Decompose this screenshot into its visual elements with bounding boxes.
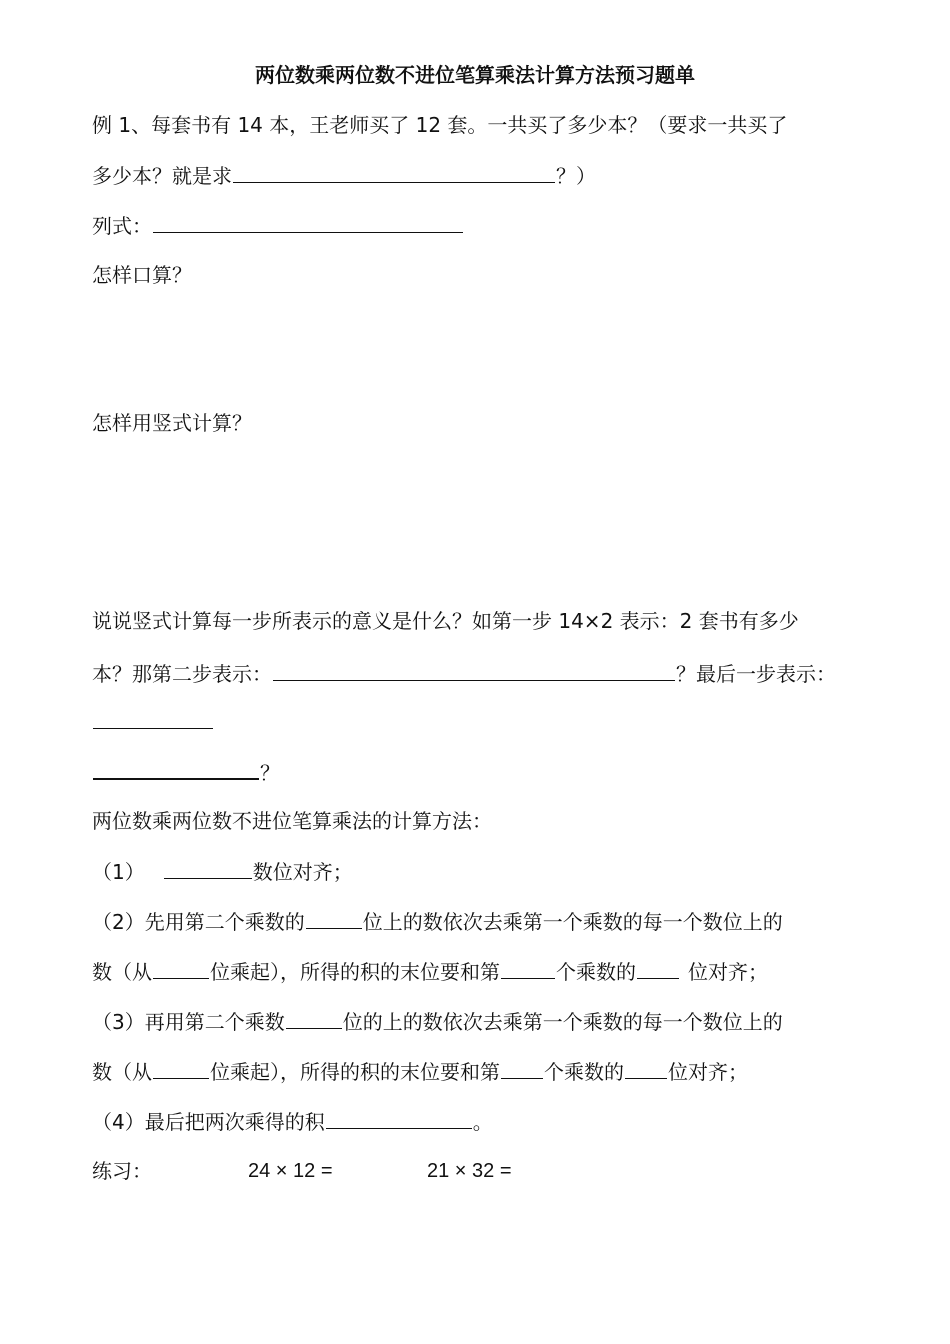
answer-blank-s2-b[interactable] (153, 956, 209, 979)
method-step-1 (92, 856, 870, 887)
step-2-text-b: 位上的数依次去乘第一个乘数的每一个数位上的 (362, 910, 783, 934)
answer-blank-final-a[interactable] (93, 706, 213, 729)
step-2c-text-c: 个乘数的 (556, 960, 636, 984)
step-3c-text-c: 个乘数的 (544, 1060, 624, 1084)
oral-question: 怎样口算？ (92, 263, 192, 287)
answer-blank-s2-d[interactable] (637, 956, 679, 979)
step-3c-text-a: 数（从 (92, 1060, 152, 1084)
formula-label: 列式： (92, 214, 152, 238)
example-text-2: 多少本？就是求 (92, 164, 232, 188)
vertical-question: 怎样用竖式计算？ (92, 411, 252, 435)
answer-blank-s1[interactable] (164, 856, 252, 879)
method-step-4 (92, 1106, 870, 1137)
page-title: 两位数乘两位数不进位笔算乘法计算方法预习题单 (255, 63, 695, 87)
step-3c-text-d: 位对齐； (668, 1060, 748, 1084)
answer-blank-s3-c[interactable] (501, 1056, 543, 1079)
example-text-2-end: ？） (556, 164, 596, 188)
answer-blank-formula[interactable] (153, 210, 463, 233)
meaning-line-4 (92, 756, 870, 788)
practice-label: 练习： (92, 1159, 152, 1183)
answer-blank-s3-a[interactable] (286, 1006, 342, 1029)
step-2c-text-b: 位乘起），所得的积的末位要和第 (210, 960, 500, 984)
answer-blank-s2-c[interactable] (501, 956, 555, 979)
practice-item-1: 24 × 12 = (248, 1160, 333, 1182)
practice-line (92, 1156, 870, 1186)
meaning-text-2-end: ？最后一步表示： (676, 662, 836, 686)
answer-blank-s3-d[interactable] (625, 1056, 667, 1079)
meaning-line-1 (92, 606, 870, 636)
step-1-number: （1） (92, 860, 145, 884)
step-3-text-a: （3）再用第二个乘数 (92, 1010, 285, 1034)
meaning-text-2: 本？那第二步表示： (92, 662, 272, 686)
step-3c-text-b: 位乘起），所得的积的末位要和第 (210, 1060, 500, 1084)
step-4-text-a: （4）最后把两次乘得的积 (92, 1110, 325, 1134)
example-line-1 (92, 110, 870, 140)
step-2c-text-d: 位对齐； (688, 960, 768, 984)
step-1-text: 数位对齐； (252, 860, 353, 884)
example-line-2 (92, 160, 870, 191)
answer-blank-s3-b[interactable] (153, 1056, 209, 1079)
answer-blank-meaning[interactable] (233, 160, 555, 183)
meaning-text-4-end: ？ (260, 761, 280, 785)
practice-item-2: 21 × 32 = (427, 1160, 512, 1182)
formula-line (92, 210, 870, 241)
method-step-3 (92, 1006, 870, 1037)
meaning-text-1: 说说竖式计算每一步所表示的意义是什么？如第一步 14×2 表示：2 套书有多少 (92, 609, 799, 633)
step-2c-text-a: 数（从 (92, 960, 152, 984)
step-4-text-b: 。 (472, 1110, 493, 1134)
answer-blank-s4[interactable] (326, 1106, 472, 1129)
method-step-2 (92, 906, 870, 937)
step-3-text-b: 位的上的数依次去乘第一个乘数的每一个数位上的 (342, 1010, 783, 1034)
method-step-3-cont (92, 1056, 870, 1087)
method-heading: 两位数乘两位数不进位笔算乘法的计算方法： (92, 809, 492, 833)
answer-blank-final-b[interactable] (93, 756, 259, 780)
method-step-2-cont (92, 956, 870, 987)
example-text-1: 例 1、每套书有 14 本，王老师买了 12 套。一共买了多少本？（要求一共买了 (92, 113, 788, 137)
answer-blank-step2[interactable] (273, 658, 675, 681)
meaning-line-3 (92, 706, 870, 737)
step-2-text-a: （2）先用第二个乘数的 (92, 910, 305, 934)
answer-blank-s2-a[interactable] (306, 906, 362, 929)
meaning-line-2 (92, 658, 870, 689)
